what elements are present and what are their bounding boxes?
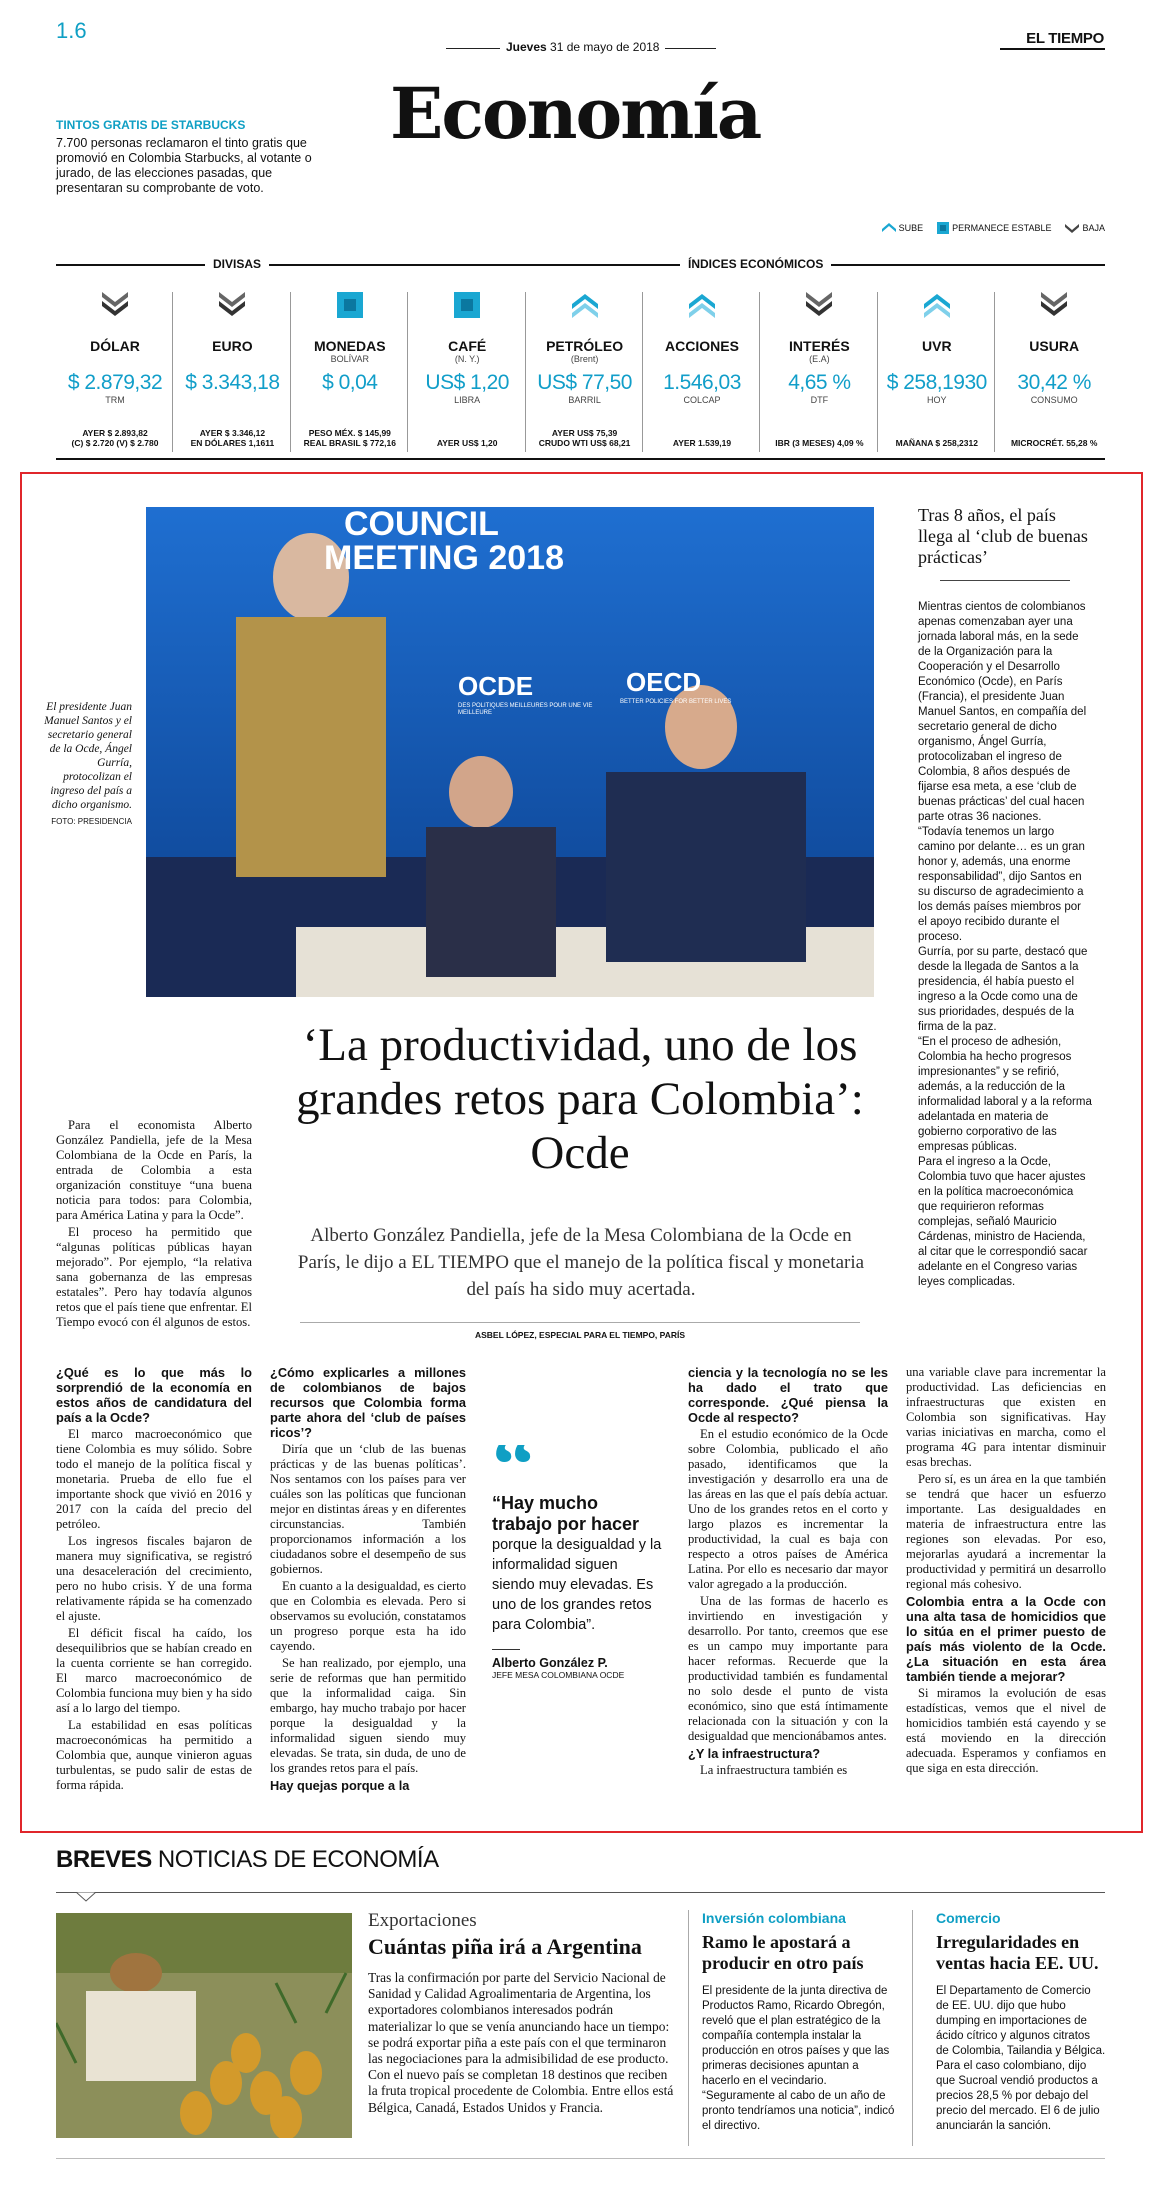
index-separator <box>877 292 878 452</box>
index-sub: (Brent) <box>570 354 599 364</box>
index-foot: AYER $ 2.893,82 (C) $ 2.720 (V) $ 2.780 <box>71 428 159 448</box>
arrow-up-icon <box>878 290 996 336</box>
index-0 <box>56 290 174 452</box>
paragraph: una variable clave para incrementar la productividad. Las deficiencias en infraestructuras que existen en Colombia son significativas. Hay varias iniciativas en marcha, como el programa 4G para intentar disminuir esas brechas. <box>906 1365 1106 1469</box>
index-7 <box>878 290 996 452</box>
breves-label-bold: BREVES <box>56 1846 152 1873</box>
index-value: US$ 77,50 <box>537 371 632 394</box>
breve-body: El presidente de la junta directiva de Productos Ramo, Ricardo Obregón, reveló que el plan estratégico de la compañía contempla instalar la producción en otros países y que las primeras decisiones apuntan a hacerlo en el vecindario. “Seguramente al cabo de un año de pronto tendríamos una noticia”, indicó el directivo. <box>702 1985 895 2132</box>
question: ¿Cómo explicarles a millones de colombianos de bajos recursos que Colombia forma parte ahora del ‘club de países ricos’? <box>270 1365 466 1440</box>
paragraph: La estabilidad en esas políticas macroeconómicas ha permitido a Colombia que, aunque vinieron aguas turbulentas, se pudo salir de estas de forma rápida. <box>56 1718 252 1792</box>
sidebar-title: Tras 8 años, el país llega al ‘club de buenas prácticas’ <box>918 505 1088 567</box>
index-unit: TRM <box>105 395 125 405</box>
index-5 <box>643 290 761 452</box>
trend-legend <box>882 222 1105 234</box>
index-1 <box>173 290 291 452</box>
pull-quote <box>492 1445 662 1680</box>
index-unit: CONSUMO <box>1030 395 1078 405</box>
brand-logo: EL TIEMPO <box>1026 30 1104 47</box>
question: ¿Y la infraestructura? <box>688 1746 821 1761</box>
index-unit: BARRIL <box>568 395 601 405</box>
arrow-down-icon <box>995 290 1113 336</box>
quote-mark-icon <box>492 1445 552 1485</box>
body-column-1 <box>56 1365 252 1795</box>
sidebar-paragraph: Mientras cientos de colombianos apenas comenzaban ayer una jornada laboral más, en la sede de la Organización para la Cooperación y el Desarrollo Económico (Ocde), en París (Francia), el presidente Juan Manuel Santos, en compañía del secretario general de dicho organismo, Ángel Gurría, protocolizaban el ingreso de Colombia, 8 años después de fijarse esa meta, a ese ‘club de buenas prácticas’ del cual hacen parte otras 36 naciones. <box>918 601 1087 823</box>
arrow-down-icon <box>1065 222 1079 234</box>
question: Colombia entra a la Ocde con una alta tasa de homicidios que lo sitúa en el primer puesto de país más violento de la Ocde. ¿La situación en esta área también tiende a mejorar? <box>906 1594 1106 1684</box>
oecd-logo: OECD <box>626 667 702 697</box>
index-name: EURO <box>212 338 253 354</box>
pineapple-harvest-illustration <box>56 1913 352 2138</box>
breve-kicker: Inversión colombiana <box>702 1910 846 1926</box>
index-4 <box>526 290 644 452</box>
main-photo <box>146 507 874 997</box>
byline: ASBEL LÓPEZ, ESPECIAL PARA EL TIEMPO, PARÍS <box>474 1330 685 1340</box>
promo-kicker: TINTOS GRATIS DE STARBUCKS <box>56 118 246 132</box>
index-sub <box>643 354 761 365</box>
index-3 <box>408 290 526 452</box>
body-column-2 <box>270 1365 466 1795</box>
arrow-down-icon <box>760 290 878 336</box>
deck: Alberto González Pandiella, jefe de la Mesa Colombiana de la Ocde en París, le dijo a EL TIEMPO que el manejo de la política fiscal y monetaria del país ha sido muy acertada. <box>297 1225 865 1300</box>
index-sub: (E.A) <box>809 354 830 364</box>
sidebar-paragraph: Para el ingreso a la Ocde, Colombia tuvo que hacer ajustes en la política macroeconómica que requirieron reformas complejas, señaló Mauricio Cárdenas, ministro de Hacienda, al citar que le correspondió sacar adelante en el Congreso varias leyes complicadas. <box>918 1156 1088 1288</box>
date-line <box>500 40 665 54</box>
paragraph: Diría que un ‘club de las buenas prácticas y de las buenas políticas’. Nos sentamos con los países para ver cuáles son las políticas que funcionan mejor en distintas áreas y en diferentes circunstancias. También proporcionamos información a los ciudadanos sobre el desempeño de sus gobiernos. <box>270 1442 466 1576</box>
pull-quote-author: Alberto González P. <box>492 1656 608 1670</box>
index-value: $ 0,04 <box>322 371 378 394</box>
paragraph: En el estudio económico de la Ocde sobre Colombia, publicado el año pasado, identificamos que la investigación y desarrollo era una de las áreas en las que el país debía actuar. Uno de los grandes retos en el corto y largo plazos es incrementar la productividad, la cual es baja con respecto a otros países de América Latina. Por ello es necesario dar mayor valor agregado a la producción. <box>688 1427 888 1591</box>
paragraph: En cuanto a la desigualdad, es cierto que en Colombia es elevada. Pero si observamos su evolución, constatamos un progreso porque esta ha ido cayendo. <box>270 1579 466 1653</box>
index-unit: HOY <box>927 395 947 405</box>
index-value: 30,42 % <box>1017 371 1091 394</box>
page-number: 1.6 <box>56 18 87 43</box>
index-value: $ 258,1930 <box>886 371 987 394</box>
index-foot: AYER US$ 75,39 CRUDO WTI US$ 68,21 <box>538 428 631 448</box>
legend-stable: PERMANECE ESTABLE <box>937 222 1051 234</box>
pull-quote-text: porque la desigualdad y la informalidad siguen siendo muy elevadas. Es uno de los grandes retos para Colombia”. <box>492 1537 662 1633</box>
square-stable-icon <box>291 290 409 336</box>
intro-paragraph: Para el economista Alberto González Pandiella, jefe de la Mesa Colombiana de la Ocde en París, la entrada de Colombia a esta organización constituye “una buena noticia para todos: para Colombia, para América Latina y para la Ocde”. <box>56 1118 252 1222</box>
index-unit: LIBRA <box>454 395 481 405</box>
section-title: Economía <box>390 72 761 155</box>
paragraph: Se han realizado, por ejemplo, una serie de reformas que han permitido que la informalidad caiga. Sin embargo, hay mucho trabajo por hacer porque la desigualdad y la informalidad siguen siendo muy elevadas. Se trata, sin duda, de uno de los grandes retos para el país. <box>270 1656 466 1775</box>
index-foot: MICROCRÉT. 55,28 % <box>1010 438 1098 448</box>
promo-text: 7.700 personas reclamaron el tinto gratis que promovió en Colombia Starbucks, al votante o jurado, de las elecciones pasadas, que presentaran su comprobante de voto. <box>56 136 312 195</box>
index-sub <box>173 354 291 365</box>
arrow-up-icon <box>882 222 896 234</box>
index-name: UVR <box>922 338 952 354</box>
index-separator <box>172 292 173 452</box>
index-name: USURA <box>1029 338 1080 354</box>
index-foot: AYER 1.539,19 <box>672 438 732 448</box>
ocde-logo-sub: DES POLITIQUES MEILLEURES POUR UNE VIE MEILLEURE <box>458 703 593 716</box>
index-value: 4,65 % <box>788 371 851 394</box>
index-separator <box>290 292 291 452</box>
photo-credit: FOTO: PRESIDENCIA <box>51 817 132 826</box>
body-column-4 <box>906 1365 1106 1778</box>
breve-exportaciones <box>368 1910 674 2116</box>
breve-kicker: Exportaciones <box>368 1910 477 1931</box>
index-separator <box>525 292 526 452</box>
index-value: $ 2.879,32 <box>67 371 163 394</box>
breve-comercio <box>936 1910 1106 2134</box>
breve-body: El Departamento de Comercio de EE. UU. dijo que hubo dumping en importaciones de ácido cítrico y algunos citratos de Colombia, Tailandia y Bélgica. Para el caso colombiano, dijo que Sucroal vendió productos a precios 28,5 % por debajo del precio del mercado. El 6 de julio anunciarán la sanción. <box>936 1985 1106 2132</box>
index-sub: (N. Y.) <box>454 354 480 364</box>
index-name: PETRÓLEO <box>546 338 624 354</box>
date-day: Jueves <box>506 40 547 54</box>
index-name: INTERÉS <box>789 338 850 354</box>
pull-quote-role: JEFE MESA COLOMBIANA OCDE <box>492 1670 625 1680</box>
svg-text:“ <box>492 1445 535 1485</box>
square-stable-icon <box>937 222 949 234</box>
breves-label-rest: NOTICIAS DE ECONOMÍA <box>157 1846 439 1873</box>
arrow-down-icon <box>173 290 291 336</box>
index-value: US$ 1,20 <box>425 371 509 394</box>
paragraph: La infraestructura también es <box>700 1763 848 1777</box>
index-unit: DTF <box>810 395 829 405</box>
banner-line2: MEETING 2018 <box>324 539 564 577</box>
index-value: $ 3.343,18 <box>185 371 280 394</box>
index-8 <box>995 290 1113 452</box>
index-foot: AYER $ 3.346,12 EN DÓLARES 1,1611 <box>190 428 275 448</box>
index-2 <box>291 290 409 452</box>
index-foot: AYER US$ 1,20 <box>436 438 498 448</box>
index-foot: PESO MÉX. $ 145,99 REAL BRASIL $ 772,16 <box>303 428 396 448</box>
sidebar-paragraph: Gurría, por su parte, destacó que desde la llegada de Santos a la presidencia, él había puesto el ingreso a la Ocde como una de sus prioridades, después de la firma de la paz. <box>918 946 1088 1033</box>
intro-paragraph: El proceso ha permitido que “algunas políticas públicas hayan mejorado”. Por ejemplo, “la relativa sana gobernanza de las empresas estatales”. Pero hay todavía algunos retos que el país tiene que enfrentar. El Tiempo evocó con él algunos de estos. <box>56 1225 252 1329</box>
index-name: ACCIONES <box>665 338 739 354</box>
paragraph: El déficit fiscal ha caído, los desequilibrios que se habían creado en la cuenta corriente se han corregido. El marco macroeconómico de Colombia funciona muy bien y ha sido así a lo largo del tiempo. <box>56 1626 252 1715</box>
index-sub: BOLÍVAR <box>330 354 369 364</box>
index-separator <box>994 292 995 452</box>
legend-up: SUBE <box>882 222 924 234</box>
question: ciencia y la tecnología no se les ha dado el trato que corresponde. ¿Qué piensa la Ocde al respecto? <box>688 1365 888 1425</box>
indices-label: ÍNDICES ECONÓMICOS <box>680 257 831 271</box>
index-foot: MAÑANA $ 258,2312 <box>895 438 978 448</box>
divisas-label: DIVISAS <box>205 257 269 271</box>
question: ¿Qué es lo que más lo sorprendió de la economía en estos años de candidatura del país a la Ocde? <box>56 1365 252 1425</box>
body-column-3 <box>688 1365 888 1780</box>
arrow-down-icon <box>56 290 174 336</box>
index-value: 1.546,03 <box>663 371 741 394</box>
paragraph: Pero sí, es un área en la que también se tendrá que hacer un esfuerzo importante. Las desigualdades en materia de infraestructura entre las regiones son elevadas. Por eso, mejorarlas ayudará a incrementar la productividad y permitirá un desarrollo regional más cohesivo. <box>906 1472 1106 1591</box>
breves-pointer-icon <box>76 1892 96 1902</box>
pull-quote-lead: “Hay mucho trabajo por hacer <box>492 1493 640 1534</box>
breve-title: Irregularidades en ventas hacia EE. UU. <box>936 1932 1099 1973</box>
index-sub <box>56 354 174 365</box>
breve-body: Tras la confirmación por parte del Servicio Nacional de Sanidad y Calidad Agroalimentaria de Argentina, los exportadores colombianos interesados podrán materializar lo que se venía anunciando hace un tiempo: se podrá exportar piña a este país con el que terminaron las negociaciones para la admisibilidad de ese producto. Con el nuevo país se completan 18 destinos que reciben la fruta tropical procedente de Colombia. Entre ellos está Bélgica, Canadá, Estados Unidos y Francia. <box>368 1970 674 2115</box>
breve-kicker: Comercio <box>936 1910 1001 1926</box>
banner-line1: COUNCIL <box>344 507 499 543</box>
index-sub <box>995 354 1113 365</box>
index-name: MONEDAS <box>314 338 386 354</box>
breves-photo <box>56 1913 352 2138</box>
legend-down: BAJA <box>1065 222 1105 234</box>
index-name: DÓLAR <box>90 338 140 354</box>
paragraph: Una de las formas de hacerlo es invirtiendo en investigación y desarrollo. Por tanto, creemos que ese es un campo muy importante para hacer reformas. Recuerde que la productividad también es fundamental no solo desde el punto de vista económico, sino que está íntimamente relacionada con la situación y con la desigualdad que mencionábamos antes. <box>688 1594 888 1743</box>
sidebar-rule <box>940 580 1070 581</box>
paragraph: Si miramos la evolución de esas estadísticas, vemos que el nivel de homicidios también está cayendo y se está moviendo en la dirección adecuada. Esperamos y confiamos en que siga en esta dirección. <box>906 1686 1106 1775</box>
promo-box <box>56 118 316 196</box>
paragraph: Los ingresos fiscales bajaron de manera muy significativa, se registró una desaceleración del crecimiento, pero no hubo crisis. Y de una forma relativamente rápida se ha comenzado el ajuste. <box>56 1534 252 1623</box>
oecd-logo-sub: BETTER POLICIES FOR BETTER LIVES <box>620 699 732 705</box>
sidebar-paragraph: “Todavía tenemos un largo camino por delante… es un gran honor y, además, una enorme responsabilidad”, dijo Santos en su discurso de agradecimiento a los demás países miembros por el apoyo recibido durante el proceso. <box>918 826 1085 943</box>
index-unit: COLCAP <box>683 395 721 405</box>
intro-column <box>56 1118 252 1332</box>
breve-title: Ramo le apostará a producir en otro país <box>702 1932 864 1973</box>
index-separator <box>759 292 760 452</box>
arrow-up-icon <box>526 290 644 336</box>
breve-title: Cuántas piña irá a Argentina <box>368 1934 642 1959</box>
ocde-logo: OCDE <box>458 671 534 701</box>
photo-caption: El presidente Juan Manuel Santos y el secretario general de la Ocde, Ángel Gurría, protocolizan el ingreso del país a dicho organismo. FOTO: PRESIDENCIA <box>44 700 132 829</box>
breve-ramo <box>702 1910 898 2134</box>
question: Hay quejas porque a la <box>270 1778 410 1793</box>
sidebar-body <box>918 600 1092 1290</box>
breves-header <box>56 1846 439 1874</box>
index-separator <box>407 292 408 452</box>
square-stable-icon <box>408 290 526 336</box>
index-name: CAFÉ <box>448 338 487 354</box>
paragraph: El marco macroeconómico que tiene Colombia es muy sólido. Sobre todo el manejo de la política fiscal y monetaria. Prueba de ello fue el importante shock que vivió en 2016 y 2017 con la caída del precio del petróleo. <box>56 1427 252 1531</box>
index-separator <box>642 292 643 452</box>
photo-illustration <box>146 507 874 997</box>
date-rest: 31 de mayo de 2018 <box>550 40 660 54</box>
index-sub <box>878 354 996 365</box>
index-6 <box>760 290 878 452</box>
sidebar-paragraph: “En el proceso de adhesión, Colombia ha hecho progresos impresionantes” y se refirió, además, a la reducción de la informalidad laboral y a la reforma adelantada en materia de gobierno corporativo de las empresas públicas. <box>918 1036 1092 1153</box>
headline: ‘La productividad, uno de los grandes retos para Colombia’: Ocde <box>296 1019 864 1179</box>
index-foot: IBR (3 MESES) 4,09 % <box>775 438 864 448</box>
arrow-up-icon <box>643 290 761 336</box>
